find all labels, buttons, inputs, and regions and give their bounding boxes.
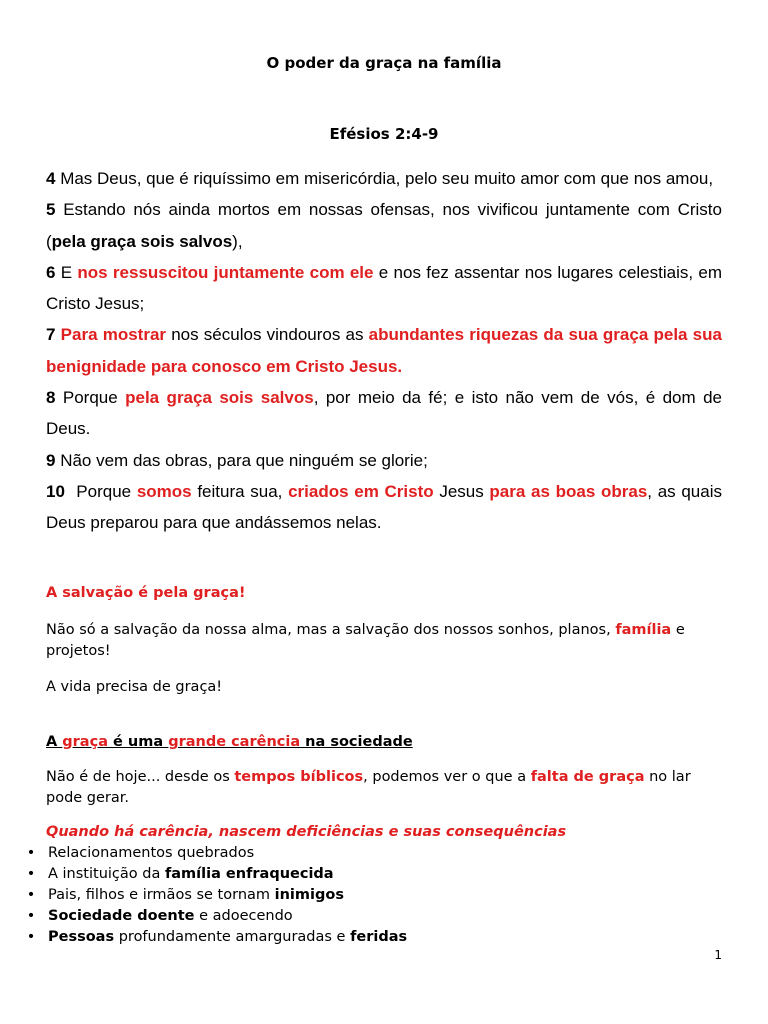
verse-text: Porque xyxy=(64,481,137,501)
verse-highlight: abundantes riquezas da sua graça pela sua benignidade para conosco em Cristo Jesus. xyxy=(46,325,722,376)
paragraph-highlight: tempos bíblicos xyxy=(234,769,364,785)
page-number: 1 xyxy=(714,948,722,962)
paragraph-highlight: família xyxy=(615,622,672,638)
verse-5 xyxy=(46,194,722,257)
verse-text: Não vem das obras, para que ninguém se glorie; xyxy=(55,450,428,470)
list-item xyxy=(24,864,407,885)
heading-highlight: graça xyxy=(62,734,108,750)
verse-number: 4 xyxy=(46,169,56,188)
list-item-text: Pais, filhos e irmãos se tornam xyxy=(48,887,275,903)
verse-number: 6 xyxy=(46,262,56,282)
verse-bold-text: pela graça sois salvos xyxy=(51,231,233,251)
verse-text: e nos fez assentar nos lugares celestiais, em Cristo Jesus; xyxy=(46,262,723,314)
verse-text: Jesus xyxy=(433,481,490,501)
bullet-icon: • xyxy=(26,929,36,945)
bullet-icon: • xyxy=(26,908,36,924)
verse-number: 8 xyxy=(46,388,56,408)
bullet-icon: • xyxy=(26,866,36,882)
list-item xyxy=(24,843,407,864)
paragraph-salvation xyxy=(46,620,726,662)
paragraph-biblical-times xyxy=(46,767,726,809)
verse-10 xyxy=(46,476,722,539)
verse-6 xyxy=(46,257,722,320)
heading-highlight: grande carência xyxy=(168,734,301,750)
verses-block xyxy=(46,163,722,539)
verse-number: 7 xyxy=(46,325,56,345)
heading-text: A xyxy=(46,734,63,750)
list-item-text: e adoecendo xyxy=(194,908,293,924)
bullet-icon: • xyxy=(26,845,36,861)
verse-highlight: para as boas obras xyxy=(489,481,648,501)
section-heading-consequences: Quando há carência, nascem deficiências e suas consequências xyxy=(46,824,567,840)
verse-9 xyxy=(46,445,722,476)
paragraph-highlight: falta de graça xyxy=(530,769,645,785)
verse-highlight: somos xyxy=(136,481,192,501)
list-item-bold: Pessoas xyxy=(48,929,115,945)
heading-text: na sociedade xyxy=(300,734,413,750)
verse-8 xyxy=(46,382,722,445)
paragraph-text: e projetos! xyxy=(46,622,685,659)
list-item-bold: Sociedade doente xyxy=(48,908,195,924)
verse-text: , as quais Deus preparou para que andássemos nelas. xyxy=(46,481,722,533)
list-item-text: Relacionamentos quebrados xyxy=(48,845,255,861)
verse-highlight: nos ressuscitou juntamente com ele xyxy=(77,262,374,282)
verse-text: Estando nós ainda mortos em nossas ofensas, nos vivificou juntamente com Cristo ( xyxy=(46,200,722,251)
bullet-icon: • xyxy=(26,887,36,903)
paragraph-text: Não só a salvação da nossa alma, mas a salvação dos nossos sonhos, planos, xyxy=(46,622,616,638)
verse-text: ), xyxy=(232,231,243,251)
page-title: O poder da graça na família xyxy=(266,54,502,72)
verse-7 xyxy=(46,319,722,382)
paragraph-life-needs-grace: A vida precisa de graça! xyxy=(46,679,223,695)
paragraph-text: , podemos ver o que a xyxy=(363,769,531,785)
list-item-text: A instituição da xyxy=(48,866,165,882)
consequences-list xyxy=(24,843,407,948)
verse-number: 5 xyxy=(46,200,56,220)
heading-text: é uma xyxy=(107,734,169,750)
list-item xyxy=(24,906,407,927)
verse-highlight: criados em Cristo xyxy=(288,481,434,501)
verse-text: nos séculos vindouros as xyxy=(166,325,369,345)
verse-text: E xyxy=(55,262,78,282)
list-item-bold: inimigos xyxy=(274,887,344,903)
list-item-text: profundamente amarguradas e xyxy=(114,929,351,945)
verse-text: feitura sua, xyxy=(191,481,289,501)
verse-text: Porque xyxy=(55,388,126,408)
verse-highlight: Para mostrar xyxy=(60,325,167,345)
section-heading-salvation: A salvação é pela graça! xyxy=(46,585,246,601)
verse-highlight: pela graça sois salvos xyxy=(125,388,314,408)
verse-number: 10 xyxy=(46,481,65,501)
paragraph-text: Não é de hoje... desde os xyxy=(46,769,235,785)
list-item xyxy=(24,885,407,906)
section-heading-grace-shortage xyxy=(46,732,726,753)
list-item-bold: feridas xyxy=(350,929,408,945)
list-item xyxy=(24,927,407,948)
verse-number: 9 xyxy=(46,450,56,470)
verse-4 xyxy=(46,163,722,194)
verse-text: , por meio da fé; e isto não vem de vós, é dom de Deus. xyxy=(46,388,722,439)
list-item-bold: família enfraquecida xyxy=(164,866,334,882)
verse-text: Mas Deus, que é riquíssimo em misericórdia, pelo seu muito amor com que nos amou, xyxy=(55,169,714,188)
paragraph-text: no lar pode gerar. xyxy=(46,769,691,806)
scripture-reference: Efésios 2:4-9 xyxy=(329,125,439,143)
